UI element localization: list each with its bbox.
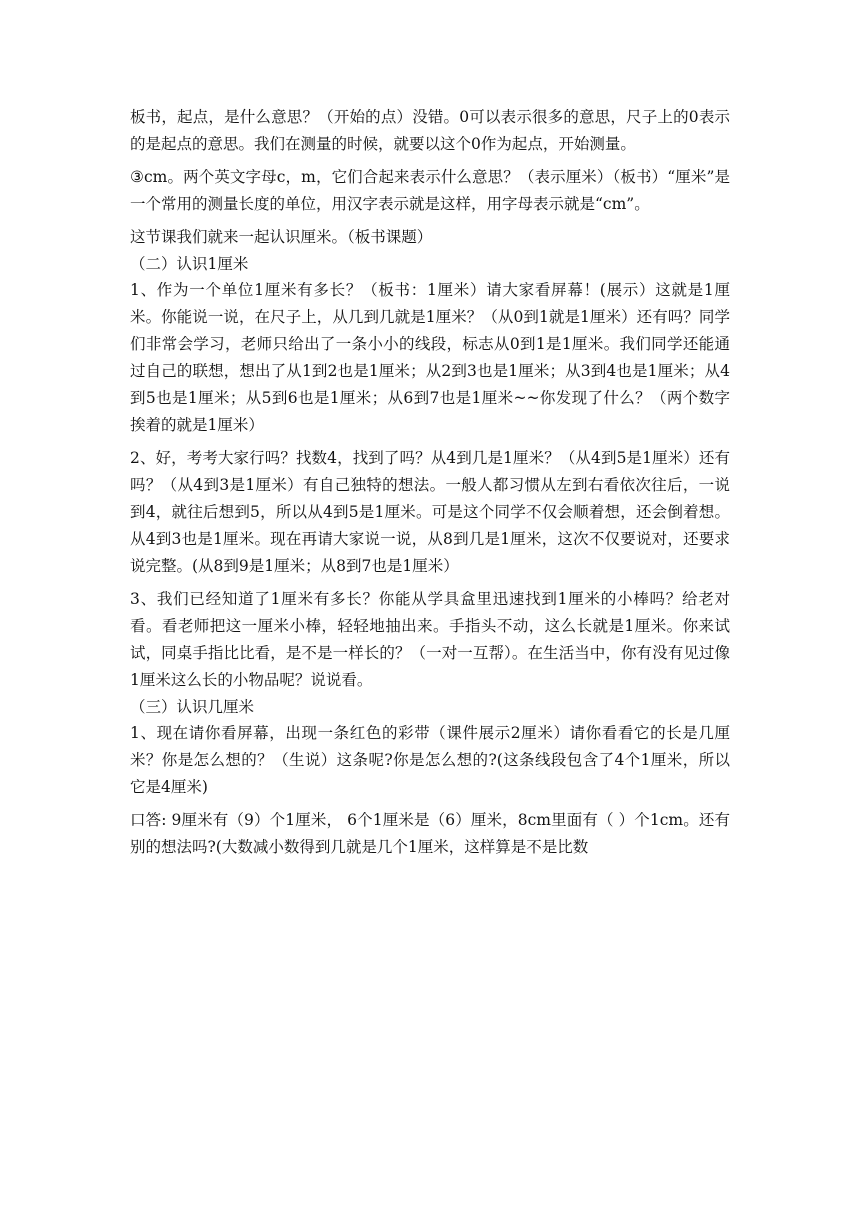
- paragraph-1cm-length: 1、作为一个单位1厘米有多长？（板书：1厘米）请大家看屏幕！(展示）这就是1厘米。你能说一说，在尺子上，从几到几就是1厘米？（从0到1就是1厘米）还有吗？同学们非常会学习，老师只给出了一条小小的线段，标志从0到1是1厘米。我们同学还能通过自己的联想，想出了从1到2也是1厘米；从2到3也是1厘米；从3到4也是1厘米；从4到5也是1厘米；从5到6也是1厘米；从6到7也是1厘米~~你发现了什么？（两个数字挨着的就是1厘米）: [130, 281, 730, 434]
- paragraph-1cm-stick: 3、我们已经知道了1厘米有多长？你能从学具盒里迅速找到1厘米的小棒吗？给老对看。看老师把这一厘米小棒，轻轻地抽出来。手指头不动，这么长就是1厘米。你来试试，同桌手指比比看，是不是一样长的？（一对一互帮）。在生活当中，你有没有见过像1厘米这么长的小物品呢？说说看。: [130, 590, 730, 689]
- section-heading-several-cm: （三）认识几厘米: [130, 698, 255, 716]
- paragraph-cm-unit: ③cm。两个英文字母c，m，它们合起来表示什么意思？（表示厘米）（板书）“厘米”是一个常用的测量长度的单位，用汉字表示就是这样，用字母表示就是“cm”。: [130, 168, 730, 213]
- section-heading-1cm: （二）认识1厘米: [130, 255, 249, 273]
- paragraph-red-ribbon: 1、现在请你看屏幕，出现一条红色的彩带（课件展示2厘米）请你看看它的长是几厘米？你是怎么想的？（生说）这条呢?你是怎么想的?(这条线段包含了4个1厘米，所以它是4厘米): [130, 724, 730, 796]
- document-body: [130, 104, 730, 861]
- paragraph-starting-point: 板书，起点，是什么意思？（开始的点）没错。0可以表示很多的意思，尺子上的0表示的是起点的意思。我们在测量的时候，就要以这个0作为起点，开始测量。: [130, 108, 730, 153]
- paragraph-oral-answer: 口答: 9厘米有（9）个1厘米， 6个1厘米是（6）厘米，8cm里面有（ ）个1cm。还有别的想法吗?(大数减小数得到几就是几个1厘米，这样算是不是比数: [130, 811, 730, 856]
- paragraph-lesson-title: 这节课我们就来一起认识厘米。（板书课题）: [130, 228, 433, 246]
- paragraph-find-4: 2、好，考考大家行吗？找数4，找到了吗？从4到几是1厘米？（从4到5是1厘米）还有吗？（从4到3是1厘米）有自己独特的想法。一般人都习惯从左到右看依次往后，一说到4，就往后想到5，所以从4到5是1厘米。可是这个同学不仅会顺着想，还会倒着想。从4到3也是1厘米。现在再请大家说一说，从8到几是1厘米，这次不仅要说对，还要求说完整。(从8到9是1厘米；从8到7也是1厘米）: [130, 449, 730, 575]
